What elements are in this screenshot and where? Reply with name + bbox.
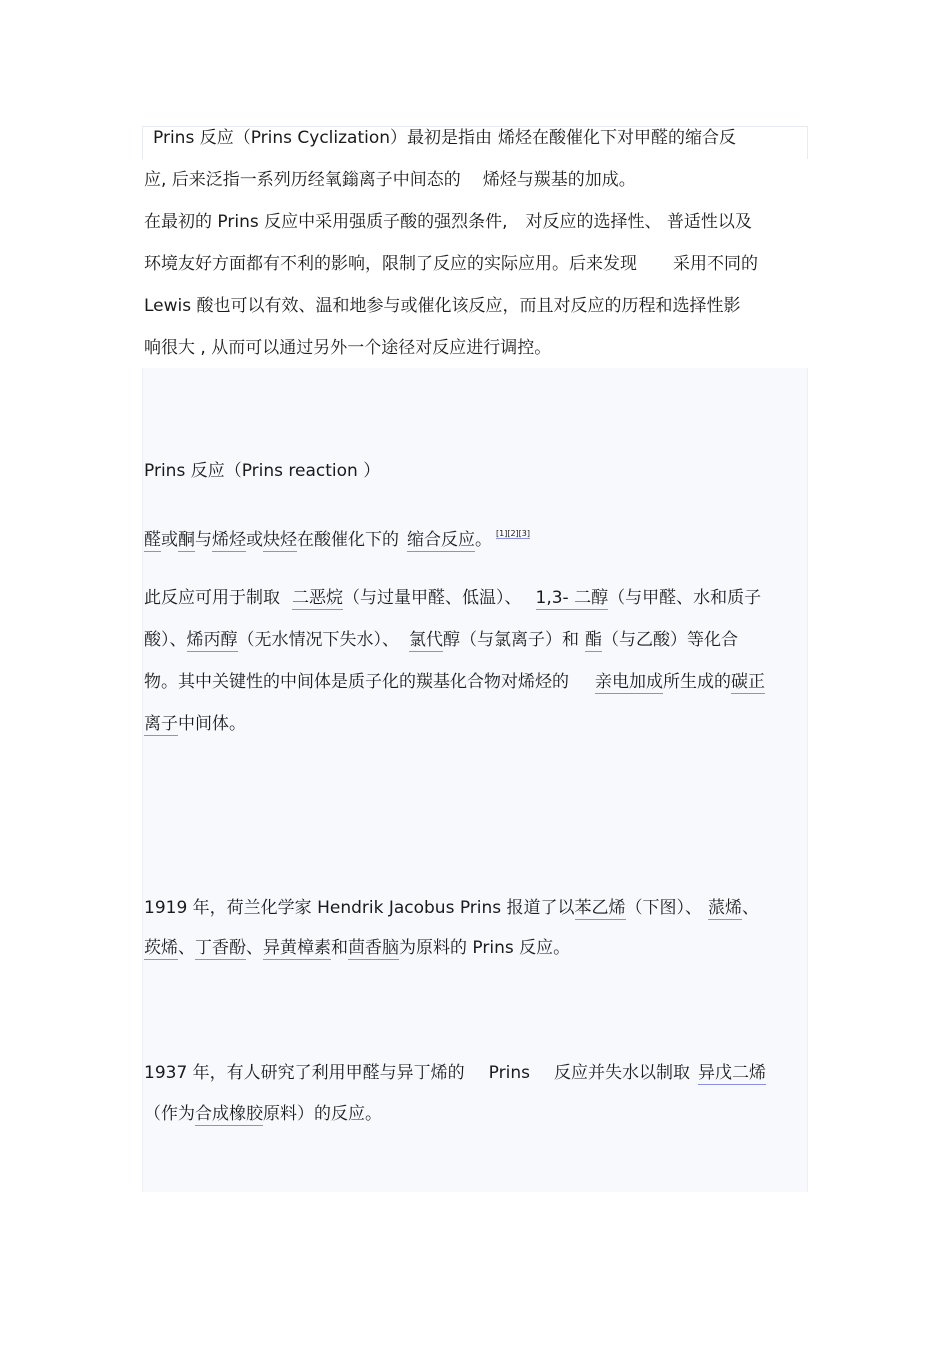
history-text: 和 bbox=[331, 938, 348, 958]
intro-line-1 bbox=[153, 127, 736, 149]
intro-text: 烯烃在酸催化下对甲醛的缩合反 bbox=[498, 128, 737, 148]
link-alkene[interactable]: 烯烃 bbox=[212, 530, 246, 550]
link-anethole[interactable]: 茴香脑 bbox=[348, 938, 399, 958]
history-1937-line-2 bbox=[144, 1103, 382, 1125]
link-styrene[interactable]: 苯乙烯 bbox=[574, 898, 626, 918]
para-line-2 bbox=[144, 629, 738, 651]
history-text: 反应并失水以制取 bbox=[553, 1063, 690, 1083]
para-text: （与甲醛、水和质子 bbox=[608, 588, 762, 608]
para-text: 中间体。 bbox=[178, 714, 246, 734]
history-text: 1937 年，有人研究了利用甲醛与异丁烯的 bbox=[144, 1063, 465, 1083]
para-text: （与乙酸）等化合 bbox=[602, 630, 738, 650]
intro-text: 在最初的 Prins 反应中采用强质子酸的强烈条件, bbox=[144, 212, 508, 232]
para-text: 所生成的 bbox=[663, 672, 731, 692]
intro-text: 采用不同的 bbox=[673, 254, 758, 274]
def-text: 或 bbox=[246, 530, 263, 550]
intro-line-4 bbox=[144, 253, 758, 275]
link-ester[interactable]: 酯 bbox=[585, 630, 602, 650]
link-diol[interactable]: 1,3- 二醇 bbox=[535, 588, 609, 608]
link-aldehyde[interactable]: 醛 bbox=[144, 530, 161, 550]
link-isoprene[interactable]: 异戊二烯 bbox=[697, 1063, 766, 1083]
para-line-3 bbox=[144, 671, 765, 693]
link-carbocation[interactable]: 碳正 bbox=[731, 672, 765, 692]
section-title: Prins 反应（Prins reaction ） bbox=[144, 461, 381, 481]
link-camphene[interactable]: 莰烯 bbox=[144, 938, 178, 958]
link-carbocation-2[interactable]: 离子 bbox=[144, 714, 178, 734]
intro-line-2 bbox=[144, 169, 636, 191]
history-text: （作为 bbox=[144, 1104, 195, 1124]
history-text: 为原料的 Prins 反应。 bbox=[399, 938, 571, 958]
para-line-1 bbox=[144, 587, 761, 609]
link-electrophilic-addition[interactable]: 亲电加成 bbox=[595, 672, 663, 692]
link-chloro[interactable]: 氯代 bbox=[409, 630, 443, 650]
intro-line-5: Lewis 酸也可以有效、温和地参与或催化该反应，而且对反应的历程和选择性影 bbox=[144, 296, 741, 316]
history-line-2 bbox=[144, 937, 570, 959]
intro-text: Prins 反应（Prins Cyclization）最初是指由 bbox=[153, 128, 493, 148]
para-line-4 bbox=[144, 713, 246, 735]
history-1937-line-1 bbox=[144, 1062, 766, 1084]
intro-text: 烯烃与羰基的加成。 bbox=[482, 170, 636, 190]
definition-line bbox=[144, 523, 530, 551]
reference-links[interactable]: [1][2][3] bbox=[496, 529, 530, 538]
history-text: 、 bbox=[178, 938, 195, 958]
intro-text: 应, 后来泛指一系列历经氧鎓离子中间态的 bbox=[144, 170, 461, 190]
para-text: （无水情况下失水）、 bbox=[237, 630, 399, 650]
link-condensation[interactable]: 缩合反应 bbox=[407, 530, 475, 550]
history-text: Prins bbox=[488, 1063, 530, 1083]
para-text: （与过量甲醛、低温）、 bbox=[343, 588, 522, 608]
link-alkyne[interactable]: 炔烃 bbox=[263, 530, 297, 550]
def-text: 在酸催化下的 bbox=[297, 530, 399, 550]
history-line-1 bbox=[144, 897, 759, 919]
intro-text: 环境友好方面都有不利的影响，限制了反应的实际应用。后来发现 bbox=[144, 254, 637, 274]
history-text: 1919 年，荷兰化学家 Hendrik Jacobus Prins 报道了以 bbox=[144, 898, 575, 918]
link-synthetic-rubber[interactable]: 合成橡胶 bbox=[195, 1104, 263, 1124]
intro-text: 对反应的选择性、 普适性以及 bbox=[525, 212, 752, 232]
history-text: 原料）的反应。 bbox=[263, 1104, 382, 1124]
link-pinene[interactable]: 蒎烯 bbox=[708, 898, 743, 918]
para-text: 酸）、 bbox=[144, 630, 187, 650]
link-ketone[interactable]: 酮 bbox=[178, 530, 195, 550]
def-text: 与 bbox=[195, 530, 212, 550]
link-dioxane[interactable]: 二恶烷 bbox=[292, 588, 343, 608]
link-allyl-alcohol[interactable]: 烯丙醇 bbox=[186, 630, 238, 650]
intro-line-6: 响很大 , 从而可以通过另外一个途径对反应进行调控。 bbox=[144, 338, 552, 358]
intro-line-3 bbox=[144, 211, 752, 233]
history-text: （下图）、 bbox=[625, 898, 703, 918]
para-text: 此反应可用于制取 bbox=[144, 588, 280, 608]
link-isosafrole[interactable]: 异黄樟素 bbox=[263, 938, 331, 958]
def-text: 或 bbox=[161, 530, 178, 550]
history-text: 、 bbox=[742, 898, 760, 918]
link-eugenol[interactable]: 丁香酚 bbox=[195, 938, 246, 958]
para-text: 物。其中关键性的中间体是质子化的羰基化合物对烯烃的 bbox=[144, 672, 569, 692]
para-text: 醇（与氯离子）和 bbox=[443, 630, 579, 650]
history-text: 、 bbox=[246, 938, 263, 958]
def-text: 。 bbox=[475, 530, 492, 550]
